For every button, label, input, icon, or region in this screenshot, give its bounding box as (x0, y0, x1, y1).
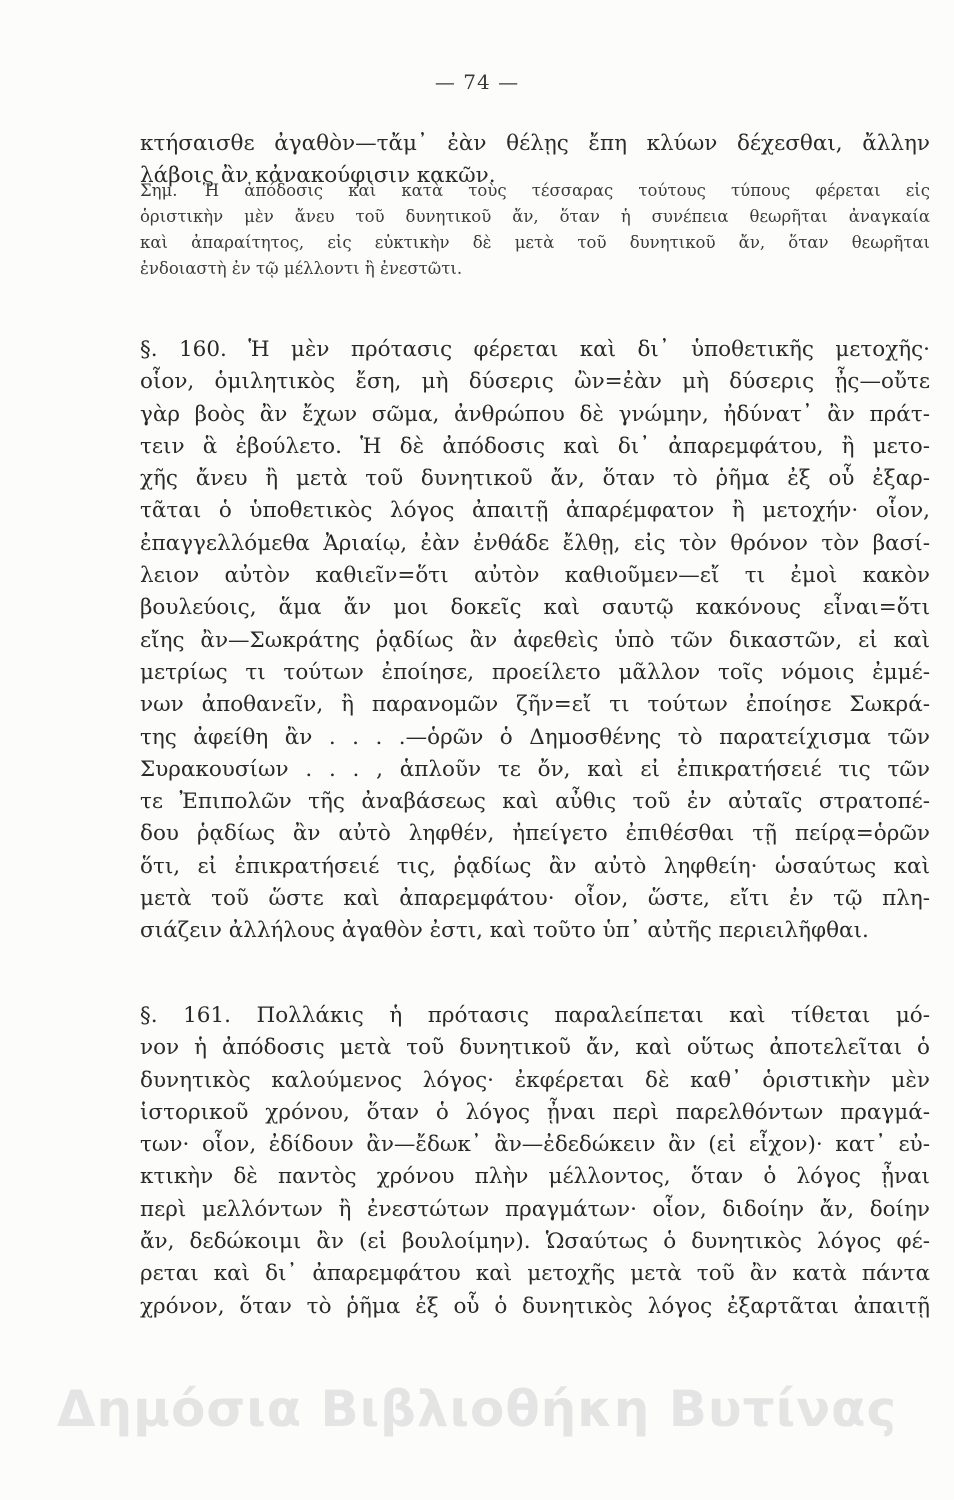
note-paragraph (140, 178, 930, 282)
text-line: μετὰ τοῦ ὥστε καὶ ἀπαρεμφάτου· οἷον, ὥστε, εἴτι ἐν τῷ πλη- (140, 886, 930, 912)
note-line: καὶ ἀπαραίτητος, εἰς εὐκτικὴν δὲ μετὰ τοῦ δυνητικοῦ ἄν, ὅταν θεωρῆται (140, 233, 930, 252)
text-line: §. 161. Πολλάκις ἡ πρότασις παραλείπεται καὶ τίθεται μό- (140, 1003, 930, 1028)
text-line: εἴης ἂν—Σωκράτης ῥᾳδίως ἂν ἀφεθεὶς ὑπὸ τῶν δικαστῶν, εἰ καὶ (140, 627, 930, 653)
text-line: κτήσαισθε ἀγαθὸν—τἄμ᾽ ἐὰν θέλῃς ἔπη κλύων δέχεσθαι, ἄλλην (140, 131, 930, 156)
text-line: τειν ἃ ἐβούλετο. Ἡ δὲ ἀπόδοσις καὶ δι᾽ ἀπαρεμφάτου, ἢ μετο- (140, 433, 930, 459)
text-line: οἷον, ὁμιλητικὸς ἔση, μὴ δύσερις ὢν=ἐὰν μὴ δύσερις ᾖς—οὔτε (140, 369, 930, 395)
text-line: χρόνον, ὅταν τὸ ῥῆμα ἐξ οὗ ὁ δυνητικὸς λόγος ἐξαρτᾶται ἀπαιτῇ (140, 1293, 930, 1319)
text-line: δυνητικὸς καλούμενος λόγος· ἐκφέρεται δὲ καθ᾽ ὁριστικὴν μὲν (140, 1067, 930, 1093)
text-line: μετρίως τι τούτων ἐποίησε, προείλετο μᾶλλον τοῖς νόμοις ἐμμέ- (140, 659, 930, 685)
text-line: δου ῥᾳδίως ἂν αὐτὸ ληφθέν, ἠπείγετο ἐπιθέσθαι τῇ πείρᾳ=ὁρῶν (140, 821, 930, 847)
text-line: βουλεύοις, ἅμα ἄν μοι δοκεῖς καὶ σαυτῷ κακόνους εἶναι=ὅτι (140, 595, 930, 621)
text-line: ἐπαγγελλόμεθα Ἀριαίῳ, ἐὰν ἐνθάδε ἔλθῃ, εἰς τὸν θρόνον τὸν βασί- (140, 530, 930, 556)
text-line: γὰρ βοὸς ἂν ἔχων σῶμα, ἀνθρώπου δὲ γνώμην, ἠδύνατ᾽ ἂν πράτ- (140, 401, 930, 427)
text-line: νων ἀποθανεῖν, ἢ παρανομῶν ζῆν=εἴ τι τούτων ἐποίησε Σωκρά- (140, 692, 930, 718)
text-line: περὶ μελλόντων ἢ ἐνεστώτων πραγμάτων· οἷον, διδοίην ἄν, δοίην (140, 1196, 930, 1222)
text-line: ἱστορικοῦ χρόνου, ὅταν ὁ λόγος ᾖναι περὶ παρελθόντων πραγμά- (140, 1099, 930, 1125)
text-line: ὅτι, εἰ ἐπικρατήσειέ τις, ῥᾳδίως ἂν αὐτὸ ληφθείη· ὡσαύτως καὶ (140, 853, 930, 879)
text-line: σιάζειν ἀλλήλους ἀγαθὸν ἐστι, καὶ τοῦτο ὑπ᾽ αὐτῆς περιειλῆφθαι. (140, 918, 869, 944)
text-line: λειον αὐτὸν καθιεῖν=ὅτι αὐτὸν καθιοῦμεν—εἴ τι ἐμοὶ κακὸν (140, 563, 930, 589)
section-160 (140, 334, 930, 948)
text-line: τε Ἐπιπολῶν τῆς ἀναβάσεως καὶ αὖθις τοῦ ἐν αὐταῖς στρατοπέ- (140, 789, 930, 815)
text-line: ρεται καὶ δι᾽ ἀπαρεμφάτου καὶ μετοχῆς μετὰ τοῦ ἂν κατὰ πάντα (140, 1261, 930, 1287)
section-161 (140, 1000, 930, 1323)
text-line: τᾶται ὁ ὑποθετικὸς λόγος ἀπαιτῇ ἀπαρέμφατον ἢ μετοχήν· οἷον, (140, 498, 930, 524)
text-line: νον ἡ ἀπόδοσις μετὰ τοῦ δυνητικοῦ ἄν, καὶ οὕτως ἀποτελεῖται ὁ (140, 1035, 930, 1061)
text-line: §. 160. Ἡ μὲν πρότασις φέρεται καὶ δι᾽ ὑποθετικῆς μετοχῆς· (140, 337, 930, 362)
text-line: Συρακουσίων . . . , ἁπλοῦν τε ὄν, καὶ εἰ ἐπικρατήσειέ τις τῶν (140, 756, 930, 782)
text-line: κτικὴν δὲ παντὸς χρόνου πλὴν μέλλοντος, ὅταν ὁ λόγος ᾖναι (140, 1164, 930, 1190)
text-line: λάβοις ἂν κἀνακούφισιν κακῶν. (140, 163, 496, 189)
library-watermark: Δημόσια Βιβλιοθήκη Βυτίνας (56, 1380, 898, 1438)
note-line: ὁριστικὴν μὲν ἄνευ τοῦ δυνητικοῦ ἄν, ὅταν ἡ συνέπεια θεωρῆται ἀναγκαία (140, 207, 930, 226)
text-line: της ἀφείθη ἂν . . . .—ὁρῶν ὁ Δημοσθένης τὸ παρατείχισμα τῶν (140, 724, 930, 750)
text-line: χῆς ἄνευ ἢ μετὰ τοῦ δυνητικοῦ ἄν, ὅταν τὸ ῥῆμα ἐξ οὗ ἐξαρ- (140, 466, 930, 492)
note-line: ἐνδοιαστὴ ἐν τῷ μέλλοντι ἢ ἐνεστῶτι. (140, 259, 463, 278)
page-number: — 74 — (434, 70, 520, 94)
note-line: Σημ. Ἡ ἀπόδοσις καὶ κατὰ τοὺς τέσσαρας τούτους τύπους φέρεται εἰς (140, 181, 930, 200)
text-line: ἄν, δεδώκοιμι ἂν (εἰ βουλοίμην). Ὡσαύτως ὁ δυνητικὸς λόγος φέ- (140, 1229, 930, 1255)
text-line: των· οἷον, ἐδίδουν ἂν—ἔδωκ᾽ ἂν—ἐδεδώκειν ἂν (εἰ εἶχον)· κατ᾽ εὐ- (140, 1132, 930, 1158)
